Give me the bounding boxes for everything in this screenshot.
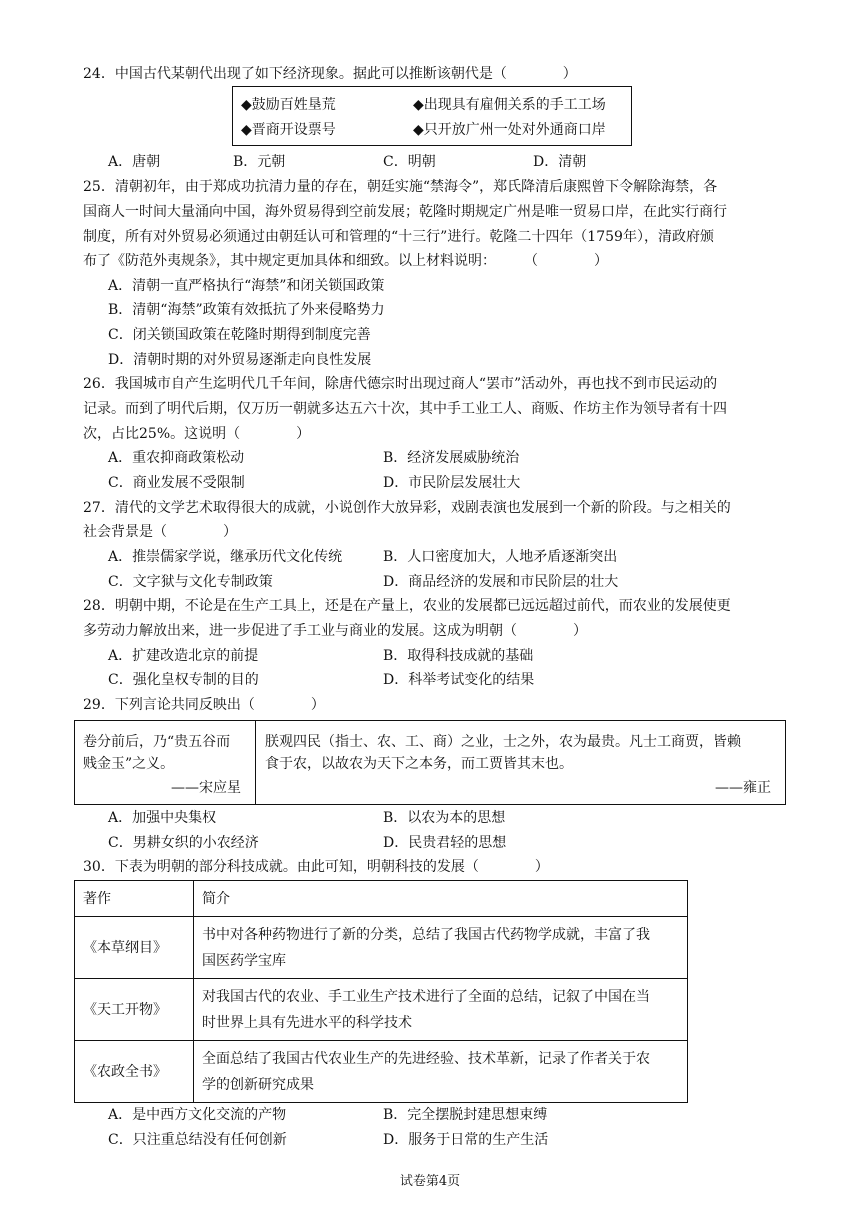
q28-line: 28．明朝中期，不论是在生产工具上，还是在产量上，农业的发展都已远远超过前代，而农业的发展使更 (83, 598, 731, 614)
table-cell-book: 《本草纲目》 (75, 917, 194, 979)
table-cell-intro (194, 1041, 688, 1103)
intro-line: 书中对各种药物进行了新的分类，总结了我国古代药物学成就，丰富了我 (202, 926, 650, 943)
q27-line: 27．清代的文学艺术取得很大的成就，小说创作大放异彩，戏剧表演也发展到一个新的阶段。与之相关的 (83, 500, 731, 516)
q24-stem: 24．中国古代某朝代出现了如下经济现象。据此可以推断该朝代是（ ） (83, 66, 577, 82)
q24-option-b: B．元朝 (233, 154, 286, 170)
q30-option-c: C．只注重总结没有任何创新 (108, 1132, 287, 1148)
table-cell-book: 《天工开物》 (75, 979, 194, 1041)
table-header-row (75, 881, 688, 917)
q27-option-b: B．人口密度加大，人地矛盾逐渐突出 (383, 549, 618, 565)
q30-table (74, 880, 688, 1103)
q26-line: 次，占比25%。这说明（ ） (83, 426, 311, 442)
table-cell-intro (194, 979, 688, 1041)
q24-option-c: C．明朝 (383, 154, 436, 170)
q29-quote-table (74, 720, 786, 805)
table-row (75, 1041, 688, 1103)
q27-option-c: C．文字狱与文化专制政策 (108, 574, 273, 590)
table-cell-book: 《农政全书》 (75, 1041, 194, 1103)
q25-line: 25．清朝初年，由于郑成功抗清力量的存在，朝廷实施“禁海令”，郑氏降清后康熙曾下令解除海禁，各 (83, 179, 718, 195)
q30-option-a: A．是中西方文化交流的产物 (108, 1107, 287, 1123)
q24-box-item: ◆只开放广州一处对外通商口岸 (413, 122, 606, 138)
q25-option-a: A．清朝一直严格执行“海禁”和闭关锁国政策 (108, 278, 385, 294)
intro-line: 学的创新研究成果 (202, 1076, 314, 1093)
table-cell-intro (194, 917, 688, 979)
q25-option-c: C．闭关锁国政策在乾隆时期得到制度完善 (108, 327, 371, 343)
table-row (75, 917, 688, 979)
intro-line: 对我国古代的农业、手工业生产技术进行了全面的总结，记叙了中国在当 (202, 988, 650, 1005)
q24-option-a: A．唐朝 (108, 154, 161, 170)
q29-left-line: 卷分前后，乃“贵五谷而 (83, 734, 231, 750)
q28-option-c: C．强化皇权专制的目的 (108, 672, 259, 688)
q26-line: 26．我国城市自产生迄明代几千年间，除唐代德宗时出现过商人“罢市”活动外，再也找不到市民运动的 (83, 376, 718, 392)
q29-option-d: D．民贵君轻的思想 (383, 835, 507, 851)
q29-divider (255, 721, 256, 804)
table-row (75, 979, 688, 1041)
page-footer: 试卷第4页 (399, 1174, 461, 1189)
q25-line: 制度，所有对外贸易必须通过由朝廷认可和管理的“十三行”进行。乾隆二十四年（1759年），清政府颁 (83, 229, 714, 245)
q26-line: 记录。而到了明代后期，仅万历一朝就多达五六十次，其中手工业工人、商贩、作坊主作为领导者有十四 (83, 401, 727, 417)
q27-option-d: D．商品经济的发展和市民阶层的壮大 (383, 574, 619, 590)
q29-right-line: 食于农，以故农为天下之本务，而工贾皆其末也。 (265, 756, 573, 772)
q26-option-a: A．重农抑商政策松动 (108, 450, 245, 466)
q25-line: 国商人一时间大量涌向中国，海外贸易得到空前发展；乾隆时期规定广州是唯一贸易口岸，在此实行商行 (83, 204, 727, 220)
q29-stem: 29．下列言论共同反映出（ ） (83, 697, 325, 713)
q28-line: 多劳动力解放出来，进一步促进了手工业与商业的发展。这成为明朝（ ） (83, 623, 587, 639)
q28-option-d: D．科举考试变化的结果 (383, 672, 535, 688)
q28-option-a: A．扩建改造北京的前提 (108, 648, 259, 664)
q29-left-source: ——宋应星 (171, 780, 241, 796)
q26-option-c: C．商业发展不受限制 (108, 475, 245, 491)
table-header-cell: 著作 (75, 881, 194, 917)
q29-left-line: 贱金玉”之义。 (83, 756, 175, 772)
q24-box-item: ◆晋商开设票号 (241, 122, 336, 138)
q29-option-a: A．加强中央集权 (108, 810, 217, 826)
q30-stem: 30．下表为明朝的部分科技成就。由此可知，明朝科技的发展（ ） (83, 859, 549, 875)
q30-option-d: D．服务于日常的生产生活 (383, 1132, 549, 1148)
q24-option-d: D．清朝 (533, 154, 587, 170)
intro-line: 时世界上具有先进水平的科学技术 (202, 1014, 412, 1031)
q26-option-b: B．经济发展威胁统治 (383, 450, 520, 466)
intro-line: 全面总结了我国古代农业生产的先进经验、技术革新，记录了作者关于农 (202, 1050, 650, 1067)
q28-option-b: B．取得科技成就的基础 (383, 648, 534, 664)
q29-right-line: 朕观四民（指士、农、工、商）之业，士之外，农为最贵。凡士工商贾，皆赖 (265, 734, 741, 750)
q24-box (232, 86, 632, 146)
q29-option-b: B．以农为本的思想 (383, 810, 506, 826)
q27-line: 社会背景是（ ） (83, 524, 237, 540)
q29-right-source: ——雍正 (715, 780, 771, 796)
q26-option-d: D．市民阶层发展壮大 (383, 475, 521, 491)
q24-box-item: ◆鼓励百姓垦荒 (241, 97, 336, 113)
intro-line: 国医药学宝库 (202, 952, 286, 969)
q29-option-c: C．男耕女织的小农经济 (108, 835, 259, 851)
q30-option-b: B．完全摆脱封建思想束缚 (383, 1107, 548, 1123)
q27-option-a: A．推崇儒家学说，继承历代文化传统 (108, 549, 343, 565)
q25-option-b: B．清朝“海禁”政策有效抵抗了外来侵略势力 (108, 302, 385, 318)
q25-line: 布了《防范外夷规条》，其中规定更加具体和细致。以上材料说明： （ ） (83, 253, 608, 269)
table-header-cell: 简介 (194, 881, 688, 917)
q25-option-d: D．清朝时期的对外贸易逐渐走向良性发展 (108, 352, 372, 368)
q24-box-item: ◆出现具有雇佣关系的手工工场 (413, 97, 606, 113)
